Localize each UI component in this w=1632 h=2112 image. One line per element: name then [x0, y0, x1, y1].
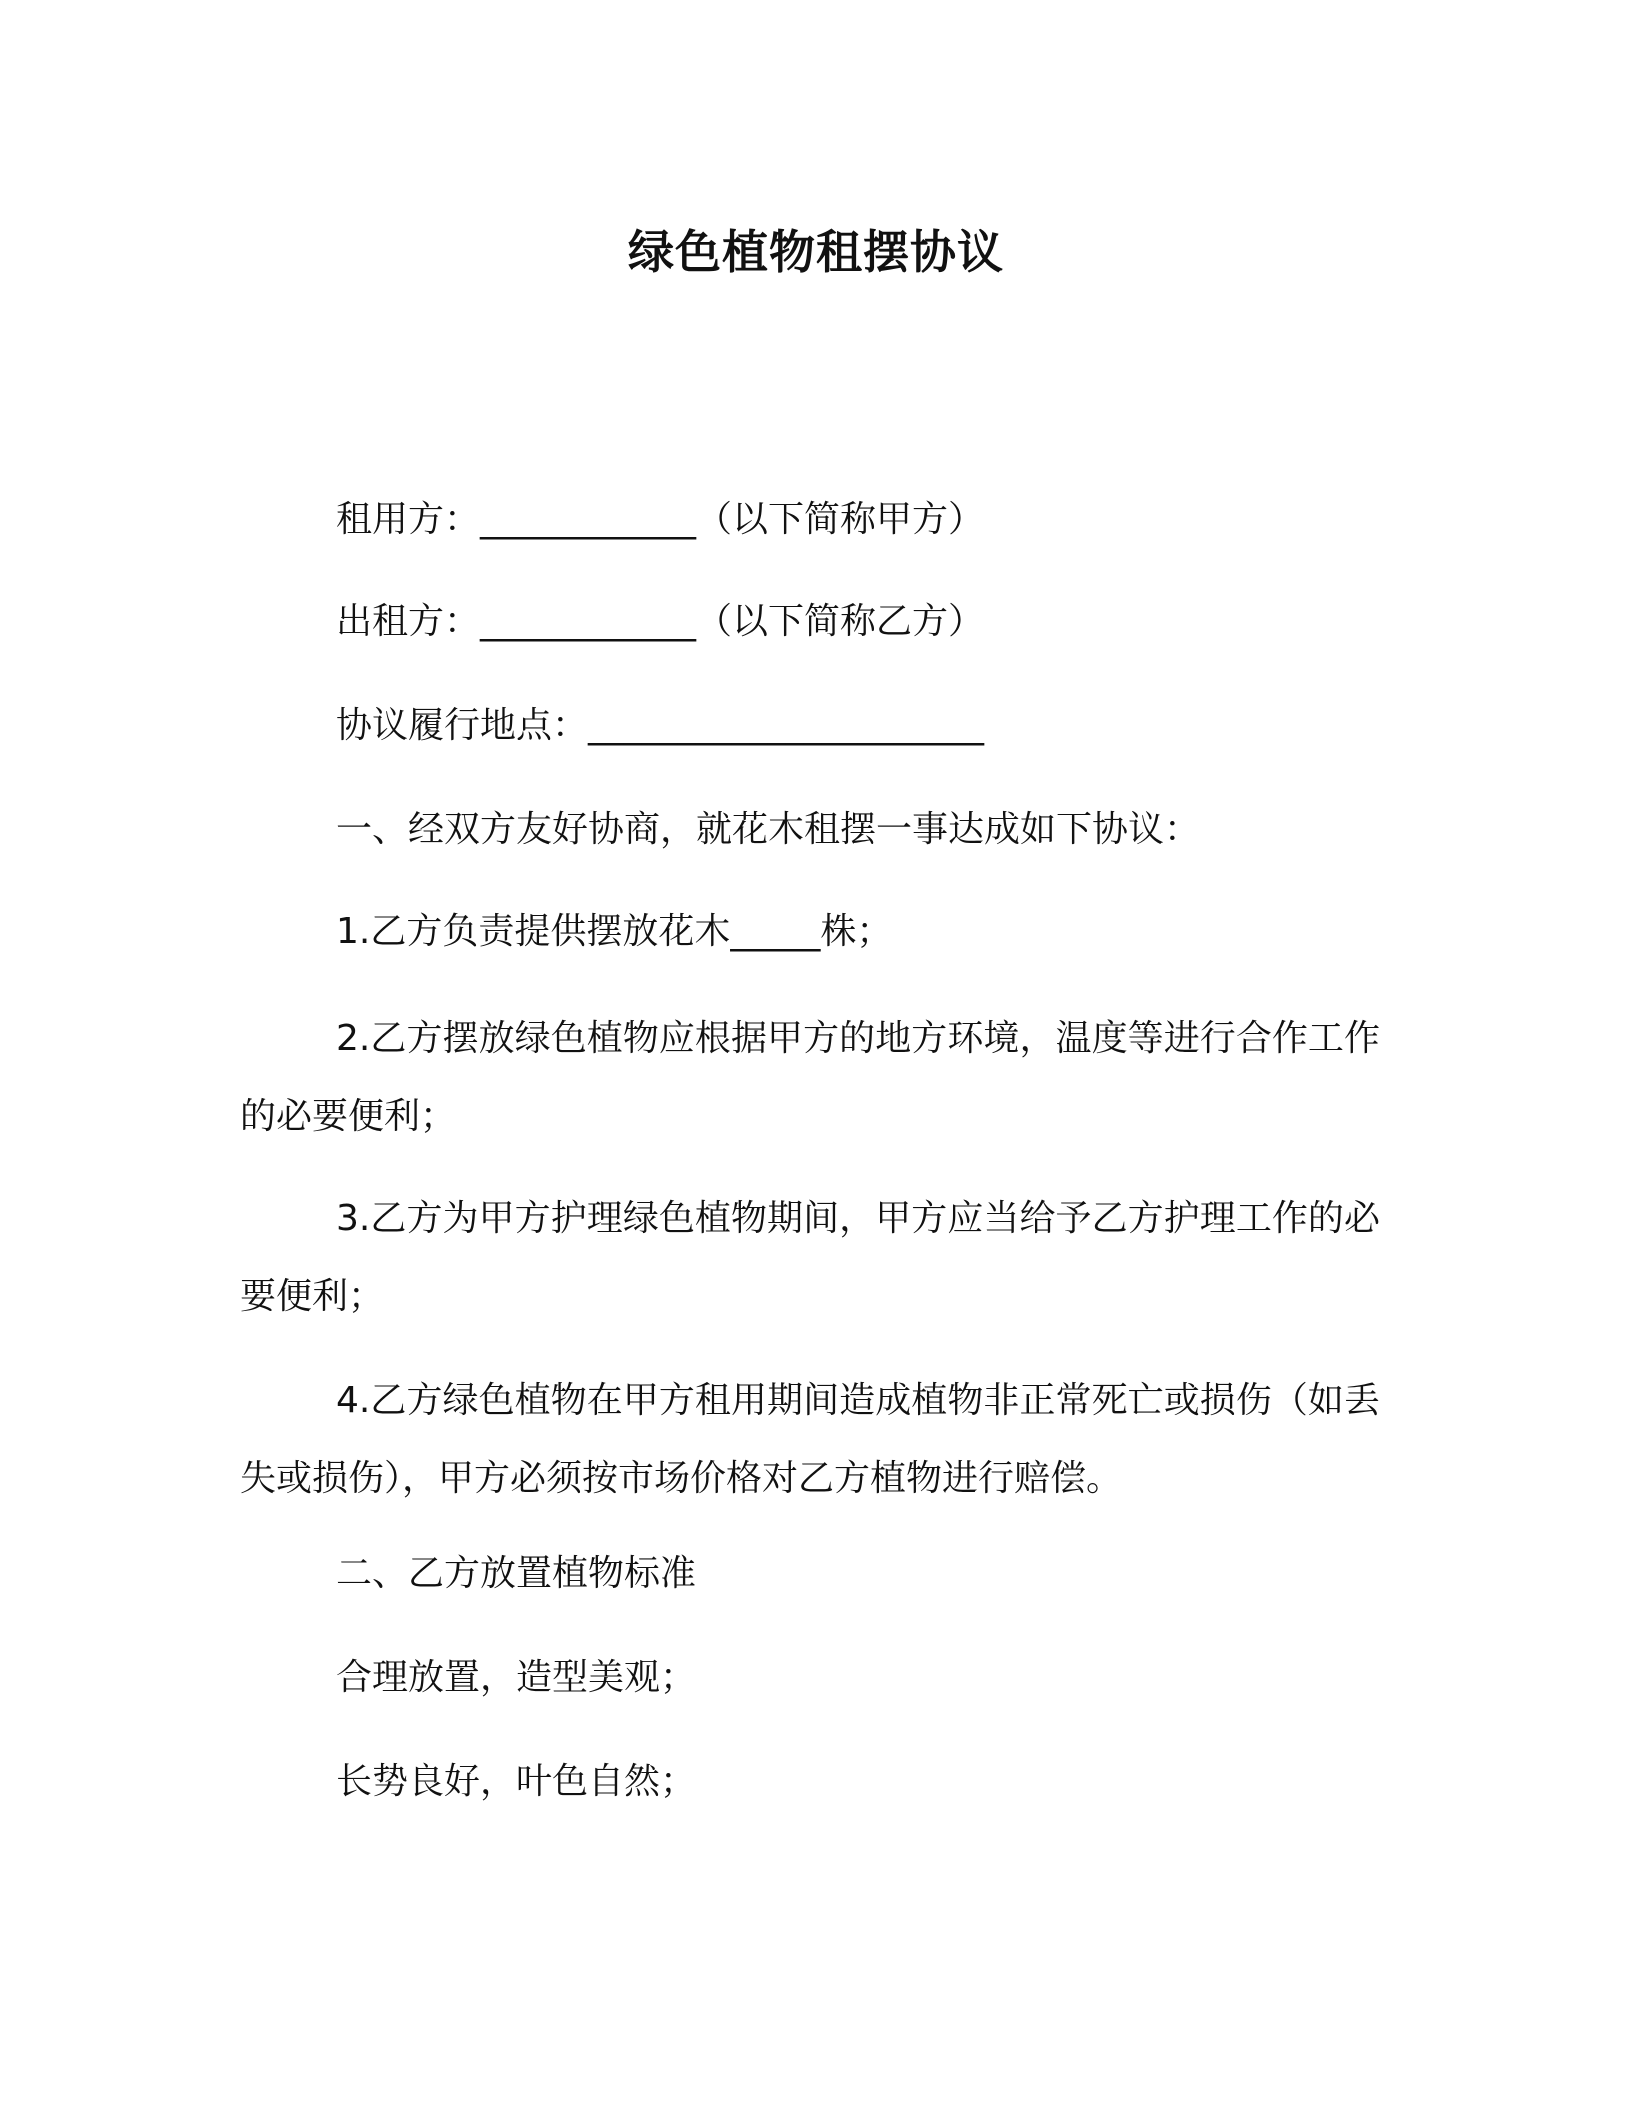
item-1: 1.乙方负责提供摆放花木_____株； — [336, 911, 893, 952]
section2-heading: 二、乙方放置植物标准 — [336, 1553, 697, 1594]
section1-heading: 一、经双方友好协商，就花木租摆一事达成如下协议： — [336, 809, 1201, 850]
item-3: 3.乙方为甲方护理绿色植物期间，甲方应当给予乙方护理工作的必要便利； — [240, 1198, 1380, 1317]
item-2: 2.乙方摆放绿色植物应根据甲方的地方环境，温度等进行合作工作的必要便利； — [240, 1018, 1380, 1137]
location-line: 协议履行地点：______________________ — [336, 705, 985, 746]
item-4: 4.乙方绿色植物在甲方租用期间造成植物非正常死亡或损伤（如丢失或损伤），甲方必须按市场价格对乙方植物进行赔偿。 — [240, 1380, 1380, 1499]
lessor-line: 出租方：____________（以下简称乙方） — [336, 601, 985, 642]
standard-1: 合理放置，造型美观； — [336, 1657, 697, 1698]
lessee-line: 租用方：____________（以下简称甲方） — [336, 499, 985, 540]
document-title: 绿色植物租摆协议 — [628, 225, 1004, 279]
standard-2: 长势良好，叶色自然； — [336, 1761, 697, 1802]
